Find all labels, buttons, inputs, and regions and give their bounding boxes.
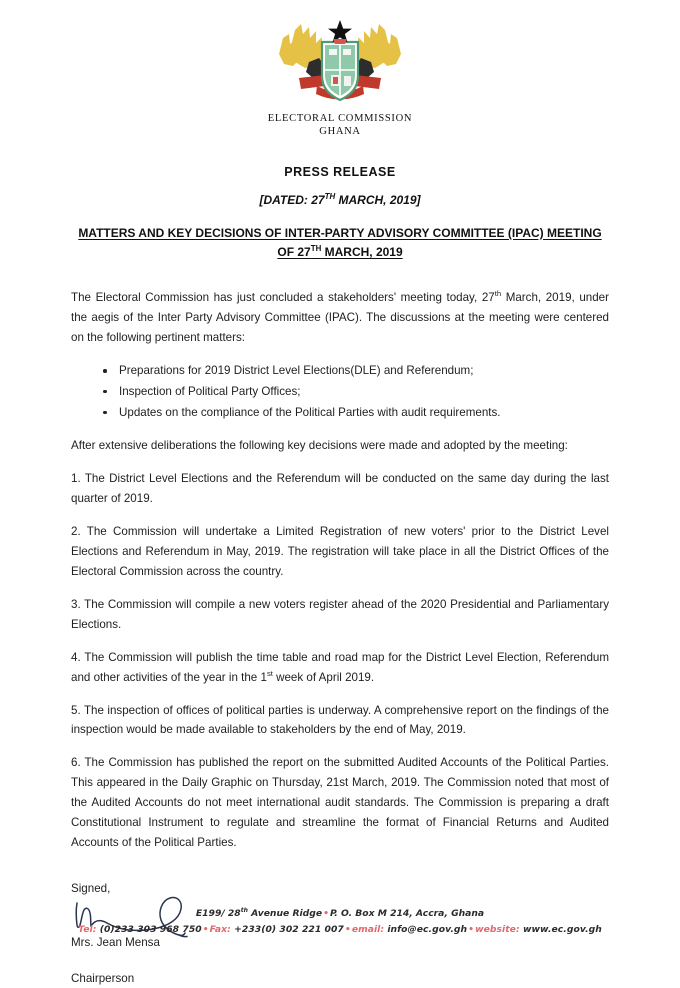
signatory-role: Chairperson bbox=[71, 969, 609, 988]
email-label: email: bbox=[352, 924, 384, 935]
decision-item-3: 3. The Commission will compile a new voters register ahead of the 2020 Presidential and Parliamentary Elections. bbox=[71, 595, 609, 635]
bullet-text: Inspection of Political Party Offices; bbox=[119, 385, 301, 398]
subject-line-2-prefix: 27 bbox=[297, 245, 310, 259]
fax-value: +233(0) 302 221 007 bbox=[234, 924, 344, 935]
document-body bbox=[71, 262, 609, 853]
address-part-3: P. O. Box M 214, Accra, Ghana bbox=[330, 908, 484, 919]
signatory-name: Mrs. Jean Mensa bbox=[71, 933, 609, 953]
agenda-bullet-list bbox=[71, 361, 609, 423]
list-item bbox=[103, 403, 609, 424]
email-value[interactable]: info@ec.gov.gh bbox=[387, 924, 467, 935]
decision-4-superscript: st bbox=[267, 669, 273, 678]
subject-line-2-suffix: MARCH, 2019 bbox=[321, 245, 402, 259]
footer-separator: • bbox=[344, 924, 352, 935]
press-release-heading: PRESS RELEASE bbox=[0, 165, 680, 179]
signed-label: Signed, bbox=[71, 879, 609, 899]
title-block bbox=[0, 165, 680, 263]
subject-line-1: MATTERS AND KEY DECISIONS OF INTER-PARTY ADVISORY COMMITTEE (IPAC) MEETING OF bbox=[78, 226, 601, 259]
address-superscript: th bbox=[241, 907, 248, 914]
decision-item-2: 2. The Commission will undertake a Limited Registration of new voters' prior to the District Level Elections and Referendum in May, 2019. The registration will take place in all the District Offices of the Electoral Commission across the country. bbox=[71, 522, 609, 582]
letterhead bbox=[0, 0, 680, 139]
organization-name bbox=[0, 113, 680, 139]
signature-block bbox=[71, 879, 609, 988]
tel-label: Tel: bbox=[78, 924, 96, 935]
decision-item-1: 1. The District Level Elections and the Referendum will be conducted on the same day during the last quarter of 2019. bbox=[71, 469, 609, 509]
list-item bbox=[103, 382, 609, 403]
decision-4-part-1: 4. The Commission will publish the time table and road map for the District Level Election, Referendum and other activities of the year in the 1 bbox=[71, 651, 609, 684]
intro-superscript: th bbox=[495, 290, 501, 299]
address-part-2: Avenue Ridge bbox=[248, 908, 322, 919]
subject-heading bbox=[72, 224, 608, 263]
footer-separator: • bbox=[467, 924, 475, 935]
footer-separator: • bbox=[202, 924, 210, 935]
decision-item-4 bbox=[71, 648, 609, 688]
list-item bbox=[103, 361, 609, 382]
bullet-text: Updates on the compliance of the Political Parties with audit requirements. bbox=[119, 406, 501, 419]
intro-paragraph bbox=[71, 288, 609, 348]
address-part-1: E199/ 28 bbox=[196, 908, 241, 919]
org-name-line-2: GHANA bbox=[0, 126, 680, 139]
dated-suffix: MARCH, 2019] bbox=[335, 193, 420, 207]
decision-item-6: 6. The Commission has published the report on the submitted Audited Accounts of the Political Parties. This appeared in the Daily Graphic on Thursday, 21st March, 2019. The Commission noted that most of the Audited Accounts do not meet international audit standards. The Commission is preparing a draft Constitutional Instrument to regulate and streamline the format of Financial Returns and Audited Accounts of the Political Parties. bbox=[71, 753, 609, 853]
subject-line-2-superscript: TH bbox=[311, 244, 322, 253]
intro-part-1: The Electoral Commission has just concluded a stakeholders' meeting today, 27 bbox=[71, 291, 495, 304]
footer-address-line bbox=[0, 906, 680, 922]
decision-4-part-2: week of April 2019. bbox=[273, 671, 374, 684]
decision-item-5: 5. The inspection of offices of political parties is underway. A comprehensive report on the findings of the inspection would be made available to stakeholders by the end of May, 2019. bbox=[71, 701, 609, 741]
bullet-text: Preparations for 2019 District Level Elections(DLE) and Referendum; bbox=[119, 364, 473, 377]
intro-part-2: March, 2019, under the aegis of the Inter Party Advisory Committee (IPAC). The discussions at the meeting were centered on the following pertinent matters: bbox=[71, 291, 609, 344]
dated-line bbox=[0, 193, 680, 207]
fax-label: Fax: bbox=[210, 924, 231, 935]
org-name-line-1: ELECTORAL COMMISSION bbox=[268, 113, 412, 124]
website-label: website: bbox=[475, 924, 520, 935]
dated-prefix: [DATED: 27 bbox=[259, 193, 324, 207]
decisions-lead-in: After extensive deliberations the following key decisions were made and adopted by the meeting: bbox=[71, 436, 609, 456]
website-value[interactable]: www.ec.gov.gh bbox=[523, 924, 602, 935]
ghana-coat-of-arms-icon bbox=[265, 18, 415, 110]
footer-separator: • bbox=[322, 908, 330, 919]
dated-superscript: TH bbox=[325, 192, 336, 201]
tel-value: (0)233 303 968 750 bbox=[100, 924, 202, 935]
